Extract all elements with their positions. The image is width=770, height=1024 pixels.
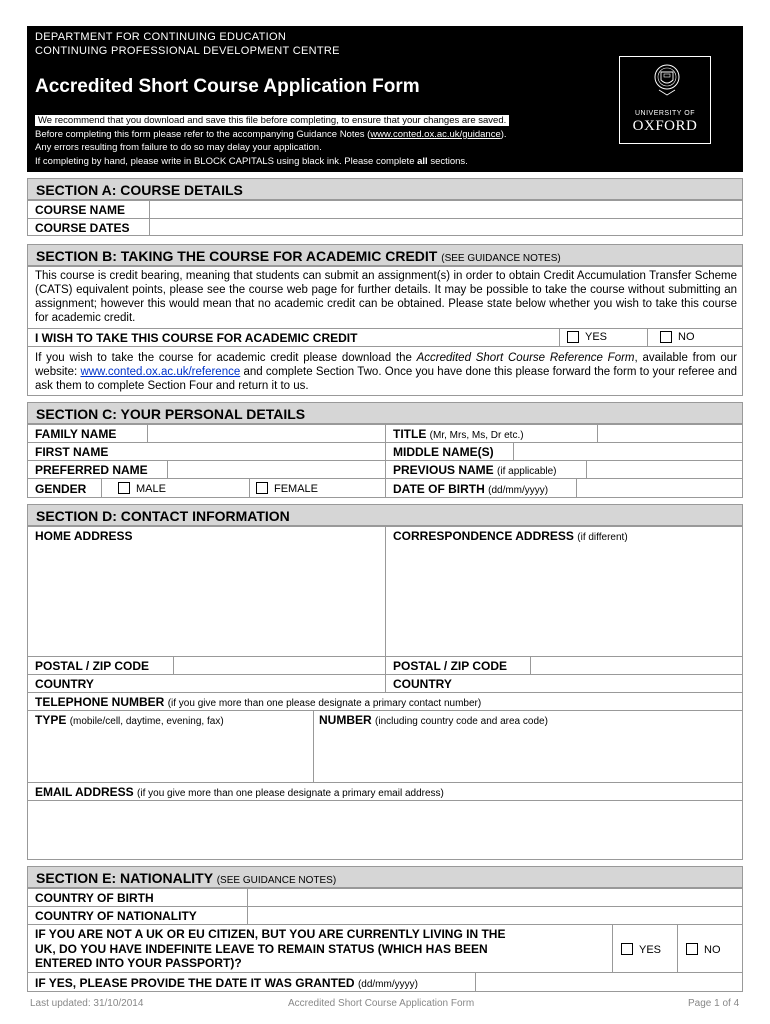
- reference-link[interactable]: www.conted.ox.ac.uk/reference: [80, 366, 241, 378]
- logo-university-of: UNIVERSITY OF: [634, 110, 696, 117]
- country-of-birth-field[interactable]: [249, 890, 741, 905]
- middle-names-label: MIDDLE NAME(S): [393, 445, 494, 459]
- dept-line-1: DEPARTMENT FOR CONTINUING EDUCATION: [35, 31, 287, 43]
- previous-name-label: PREVIOUS NAME (if applicable): [393, 463, 557, 477]
- first-name-label: FIRST NAME: [35, 445, 109, 459]
- credit-wish-label: I WISH TO TAKE THIS COURSE FOR ACADEMIC CREDIT: [35, 331, 358, 345]
- phone-number-label: NUMBER (including country code and area code): [319, 713, 548, 727]
- credit-explanation: This course is credit bearing, meaning that students can submit an assignment(s) in order to obtain Credit Accumulation Transfer Scheme (CATS) equivalent points, please see the course web page for further details. It may be possible to take the course without submitting an assignment; however this would mean that no academic credit can be obtained. Please state below whether you wish to take this course for academic credit.: [35, 270, 737, 324]
- section-e-guidance-note: (SEE GUIDANCE NOTES): [216, 875, 337, 886]
- credit-yes-label: YES: [585, 331, 608, 343]
- country-of-nationality-label: COUNTRY OF NATIONALITY: [35, 909, 197, 923]
- form-instructions: [35, 114, 509, 168]
- country-of-nationality-field[interactable]: [249, 908, 741, 923]
- country-of-birth-label: COUNTRY OF BIRTH: [35, 891, 154, 905]
- postal-code-label-home: POSTAL / ZIP CODE: [35, 659, 150, 673]
- ilr-yes-label: YES: [639, 944, 662, 956]
- course-dates-field[interactable]: [151, 220, 741, 235]
- guidance-link[interactable]: www.conted.ox.ac.uk/guidance: [370, 128, 501, 140]
- correspondence-address-label: CORRESPONDENCE ADDRESS (if different): [393, 529, 628, 543]
- correspondence-address-field[interactable]: [387, 544, 741, 654]
- postal-code-field-home[interactable]: [175, 658, 383, 673]
- section-a-header: SECTION A: COURSE DETAILS: [27, 178, 743, 200]
- course-name-label: COURSE NAME: [35, 203, 126, 217]
- course-name-field[interactable]: [151, 202, 741, 217]
- preferred-name-label: PREFERRED NAME: [35, 463, 148, 477]
- title-label: TITLE (Mr, Mrs, Ms, Dr etc.): [393, 427, 524, 441]
- postal-code-field-corr[interactable]: [532, 658, 741, 673]
- gender-male-label: MALE: [136, 483, 166, 495]
- email-field[interactable]: [29, 802, 741, 858]
- section-b-guidance-note: (SEE GUIDANCE NOTES): [441, 253, 561, 264]
- section-d-header: SECTION D: CONTACT INFORMATION: [27, 504, 743, 526]
- indefinite-leave-question: IF YOU ARE NOT A UK OR EU CITIZEN, BUT YOU ARE CURRENTLY LIVING IN THE UK, DO YOU HAVE INDEFINITE LEAVE TO REMAIN STATUS (WHICH HAS BEEN ENTERED INTO YOUR PASSPORT)?: [35, 927, 506, 970]
- first-name-field[interactable]: [149, 444, 383, 459]
- errors-note: Any errors resulting from failure to do so may delay your application.: [35, 142, 322, 153]
- reference-form-instructions: If you wish to take the course for academic credit please download the Accredited Short Course Reference Form, available from our website: www.conted.ox.ac.uk/reference and complete Section Two. Once you have done this please forward the form to your referee and ask them to complete Section Four and return it to us.: [35, 352, 738, 392]
- country-label-home: COUNTRY: [35, 677, 94, 691]
- oxford-logo: [619, 56, 711, 144]
- footer-page-number: Page 1 of 4: [688, 998, 740, 1009]
- oxford-crest-icon: [653, 63, 681, 97]
- phone-type-label: TYPE (mobile/cell, daytime, evening, fax): [35, 713, 224, 727]
- credit-yes-checkbox[interactable]: [567, 331, 579, 343]
- gender-female-checkbox[interactable]: [256, 482, 268, 494]
- dob-label: DATE OF BIRTH (dd/mm/yyyy): [393, 482, 549, 496]
- footer-last-updated: Last updated: 31/10/2014: [30, 998, 144, 1009]
- home-address-field[interactable]: [29, 544, 383, 654]
- dob-field[interactable]: [578, 480, 741, 497]
- ilr-no-label: NO: [704, 944, 721, 956]
- ilr-yes-checkbox[interactable]: [621, 943, 633, 955]
- credit-no-checkbox[interactable]: [660, 331, 672, 343]
- gender-female-label: FEMALE: [274, 483, 319, 495]
- logo-oxford: OXFORD: [632, 118, 698, 134]
- family-name-label: FAMILY NAME: [35, 427, 117, 441]
- course-dates-label: COURSE DATES: [35, 221, 130, 235]
- gender-male-checkbox[interactable]: [118, 482, 130, 494]
- preferred-name-field[interactable]: [169, 462, 383, 477]
- department-heading: [35, 30, 340, 58]
- postal-code-label-corr: POSTAL / ZIP CODE: [393, 659, 508, 673]
- telephone-label: TELEPHONE NUMBER (if you give more than one please designate a primary contact number): [35, 695, 482, 709]
- dept-line-2: CONTINUING PROFESSIONAL DEVELOPMENT CENTRE: [35, 45, 340, 57]
- family-name-field[interactable]: [149, 426, 383, 441]
- date-granted-field[interactable]: [477, 974, 741, 991]
- footer-form-name: Accredited Short Course Application Form: [288, 998, 475, 1009]
- section-c-header: SECTION C: YOUR PERSONAL DETAILS: [27, 402, 743, 424]
- block-capitals-note: If completing by hand, please write in BLOCK CAPITALS using black ink. Please complete all sections.: [35, 155, 468, 167]
- credit-no-label: NO: [678, 331, 695, 343]
- application-form-page: [27, 26, 743, 990]
- section-e-header: SECTION E: NATIONALITY (SEE GUIDANCE NOTES): [27, 866, 743, 888]
- phone-number-field[interactable]: [315, 728, 741, 780]
- guidance-note: Before completing this form please refer to the accompanying Guidance Notes (www.conted.ox.ac.uk/guidance).: [35, 128, 507, 140]
- section-b-header: SECTION B: TAKING THE COURSE FOR ACADEMIC CREDIT (SEE GUIDANCE NOTES): [27, 244, 743, 266]
- download-note: We recommend that you download and save this file before completing, to ensure that your changes are saved.: [35, 115, 509, 126]
- email-label: EMAIL ADDRESS (if you give more than one please designate a primary email address): [35, 785, 444, 799]
- title-field[interactable]: [599, 426, 741, 441]
- gender-label: GENDER: [35, 482, 87, 496]
- date-granted-label: IF YES, PLEASE PROVIDE THE DATE IT WAS GRANTED (dd/mm/yyyy): [35, 976, 418, 990]
- form-title: Accredited Short Course Application Form: [35, 76, 420, 97]
- form-header: [27, 26, 743, 172]
- ilr-no-checkbox[interactable]: [686, 943, 698, 955]
- middle-names-field[interactable]: [515, 444, 741, 459]
- country-label-corr: COUNTRY: [393, 677, 452, 691]
- phone-type-field[interactable]: [29, 728, 311, 780]
- home-address-label: HOME ADDRESS: [35, 529, 133, 543]
- previous-name-field[interactable]: [588, 462, 741, 477]
